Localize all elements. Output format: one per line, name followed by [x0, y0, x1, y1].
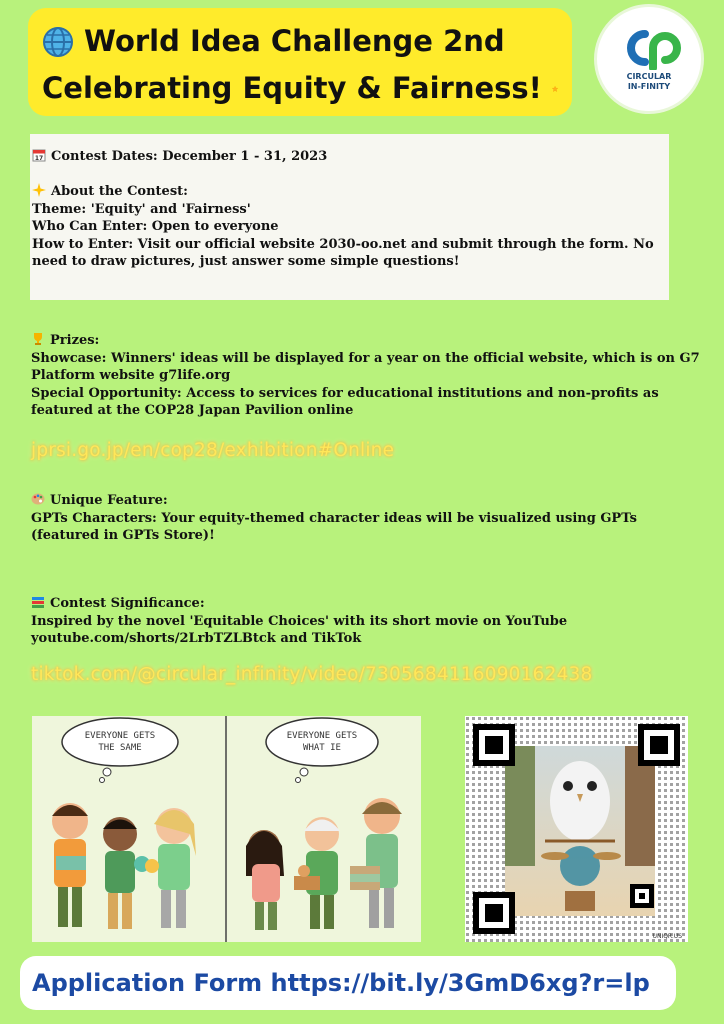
- right-bubble-text: EVERYONE GETS WHAT IE: [286, 731, 358, 753]
- how-text: How to Enter: Visit our official website 2030-oo.net and submit through the form. No need to draw pictures, just answer some simple questions!: [32, 236, 654, 269]
- equality-equity-illustration: [32, 716, 421, 942]
- cop28-link[interactable]: jprsi.go.jp/en/cop28/exhibition#Online: [31, 440, 395, 461]
- contest-dates: 17 Contest Dates: December 1 - 31, 2023: [32, 148, 669, 166]
- prizes-section: [31, 332, 701, 420]
- star-icon: [552, 76, 558, 102]
- significance-text: Inspired by the novel 'Equitable Choices' with its short movie on YouTube youtube.com/shorts/2LrbTZLBtck and TikTok: [31, 613, 568, 646]
- unique-text: GPTs Characters: Your equity-themed character ideas will be visualized using GPTs (featured in GPTs Store)!: [31, 510, 638, 543]
- application-form-link[interactable]: Application Form https://bit.ly/3GmD6xg?r=lp: [20, 956, 676, 1010]
- kid-right-1: [246, 830, 284, 930]
- svg-text:17: 17: [34, 155, 44, 162]
- trophy-icon: [31, 332, 45, 346]
- about-contest-box: [30, 134, 669, 300]
- kid-left-1: [52, 803, 88, 927]
- about-heading: About the Contest:: [32, 183, 669, 201]
- kid-left-3: [145, 808, 196, 928]
- palette-icon: [31, 492, 45, 506]
- tiktok-link[interactable]: tiktok.com/@circular_infinity/video/7305684116090162438: [31, 664, 593, 685]
- calendar-icon: [32, 148, 46, 162]
- kid-right-3: [350, 798, 402, 928]
- unique-feature-section: [31, 492, 701, 545]
- title-line-2: [42, 65, 558, 112]
- theme-text: Theme: 'Equity' and 'Fairness': [32, 201, 251, 217]
- prizes-heading: Prizes:: [31, 332, 701, 350]
- prize-showcase: Showcase: Winners' ideas will be displayed for a year on the official website, which is on G7 Platform website g7life.org: [31, 350, 700, 383]
- title-banner: [28, 8, 572, 116]
- logo-text: CIRCULAR IN-FINITY: [626, 72, 672, 91]
- unique-heading: Unique Feature:: [31, 492, 701, 510]
- significance-section: [31, 595, 701, 648]
- books-icon: [31, 595, 45, 609]
- title-line-1: [42, 18, 558, 65]
- significance-heading: Contest Significance:: [31, 595, 701, 613]
- who-text: Who Can Enter: Open to everyone: [32, 219, 279, 234]
- kid-left-2: [103, 817, 150, 929]
- globe-icon: [42, 26, 74, 58]
- title-text-1: World Idea Challenge 2nd: [84, 24, 505, 58]
- qr-label: UNIQR.US: [652, 933, 682, 940]
- kid-right-2: [294, 817, 340, 929]
- left-bubble-text: EVERYONE GETS THE SAME: [84, 731, 156, 753]
- logo-mark-icon: [617, 26, 681, 70]
- qr-code[interactable]: [465, 716, 688, 942]
- circular-infinity-logo: [594, 4, 704, 114]
- prize-special: Special Opportunity: Access to services for educational institutions and non-profits as featured at the COP28 Japan Pavilion online: [31, 385, 659, 418]
- title-text-2: Celebrating Equity & Fairness!: [42, 71, 542, 105]
- sparkles-icon: [32, 183, 46, 197]
